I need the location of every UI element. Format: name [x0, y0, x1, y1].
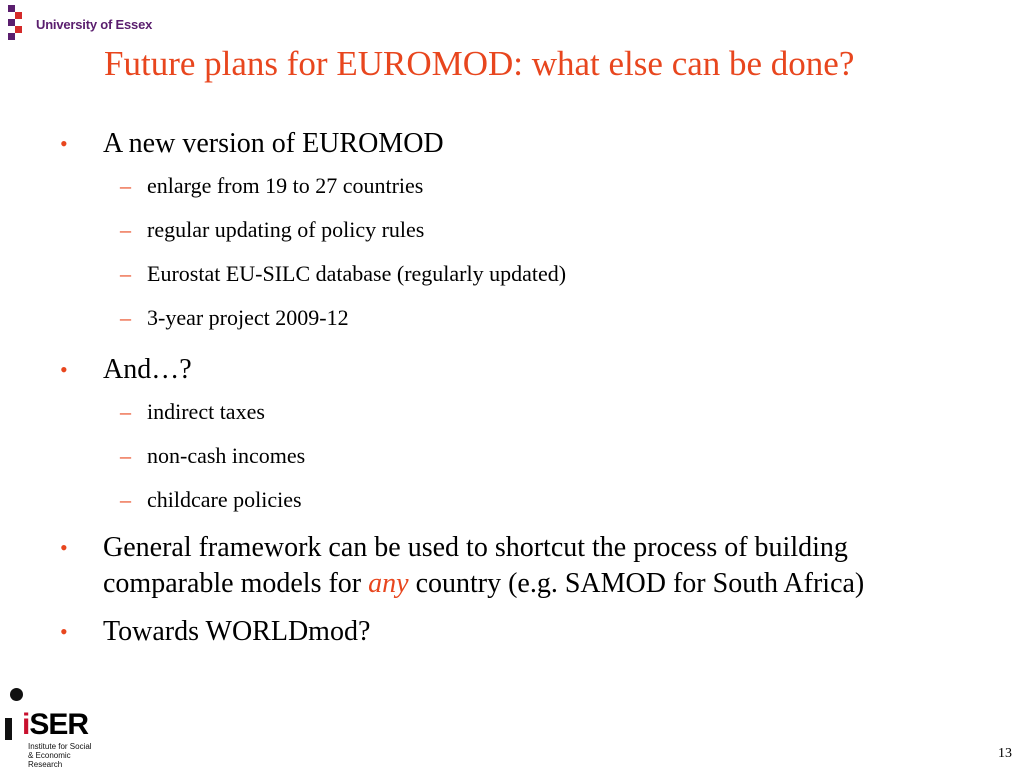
sub-bullet-text: 3-year project 2009-12 [147, 305, 349, 330]
slide-title: Future plans for EUROMOD: what else can be done? [104, 44, 855, 83]
iser-logo-line1: Institute for Social [28, 742, 92, 751]
sub-bullet-item [60, 486, 980, 514]
sub-bullet-text: enlarge from 19 to 27 countries [147, 173, 424, 198]
bullet-icon: • [60, 357, 68, 382]
iser-logo-subtitle [28, 742, 98, 769]
bullet-item [60, 126, 980, 162]
sub-bullet-item [60, 442, 980, 470]
bullet-icon: • [60, 619, 68, 644]
sub-bullet-item [60, 216, 980, 244]
bullet-text-part: country (e.g. SAMOD for South Africa) [408, 568, 865, 599]
sub-bullet-item [60, 398, 980, 426]
dash-icon: – [120, 487, 131, 512]
iser-logo-dot-icon [10, 688, 23, 701]
iser-logo-i: i [22, 708, 30, 741]
essex-logo-mark-icon [8, 5, 30, 41]
sub-bullet-text: Eurostat EU-SILC database (regularly updated) [147, 261, 567, 286]
iser-logo-line2: & Economic Research [28, 751, 71, 769]
sub-bullet-item [60, 172, 980, 200]
sub-bullet-text: regular updating of policy rules [147, 217, 425, 242]
slide-body [60, 126, 980, 650]
sub-bullet-text: non-cash incomes [147, 443, 306, 468]
sub-bullet-item [60, 260, 980, 288]
bullet-icon: • [60, 131, 68, 156]
bullet-text: A new version of EUROMOD [103, 128, 444, 159]
bullet-text-part: General framework can be used to shortcut the process of building comparable models for [103, 532, 848, 599]
iser-logo [4, 688, 94, 769]
dash-icon: – [120, 305, 131, 330]
bullet-icon: • [60, 535, 68, 560]
essex-logo-text: University of Essex [36, 17, 153, 32]
emphasis-any: any [368, 568, 409, 599]
iser-logo-rest: SER [29, 708, 89, 741]
slide-number: 13 [998, 746, 1012, 761]
iser-logo-figure-icon [5, 718, 12, 740]
dash-icon: – [120, 173, 131, 198]
sub-bullet-item [60, 304, 980, 332]
sub-bullet-text: indirect taxes [147, 399, 265, 424]
bullet-item [60, 352, 980, 388]
dash-icon: – [120, 399, 131, 424]
bullet-text [103, 532, 864, 599]
dash-icon: – [120, 443, 131, 468]
bullet-item [60, 530, 980, 602]
iser-logo-word [22, 710, 88, 740]
bullet-item [60, 614, 980, 650]
dash-icon: – [120, 217, 131, 242]
bullet-text: Towards WORLDmod? [103, 616, 371, 647]
dash-icon: – [120, 261, 131, 286]
sub-bullet-text: childcare policies [147, 487, 302, 512]
bullet-text: And…? [103, 354, 192, 385]
